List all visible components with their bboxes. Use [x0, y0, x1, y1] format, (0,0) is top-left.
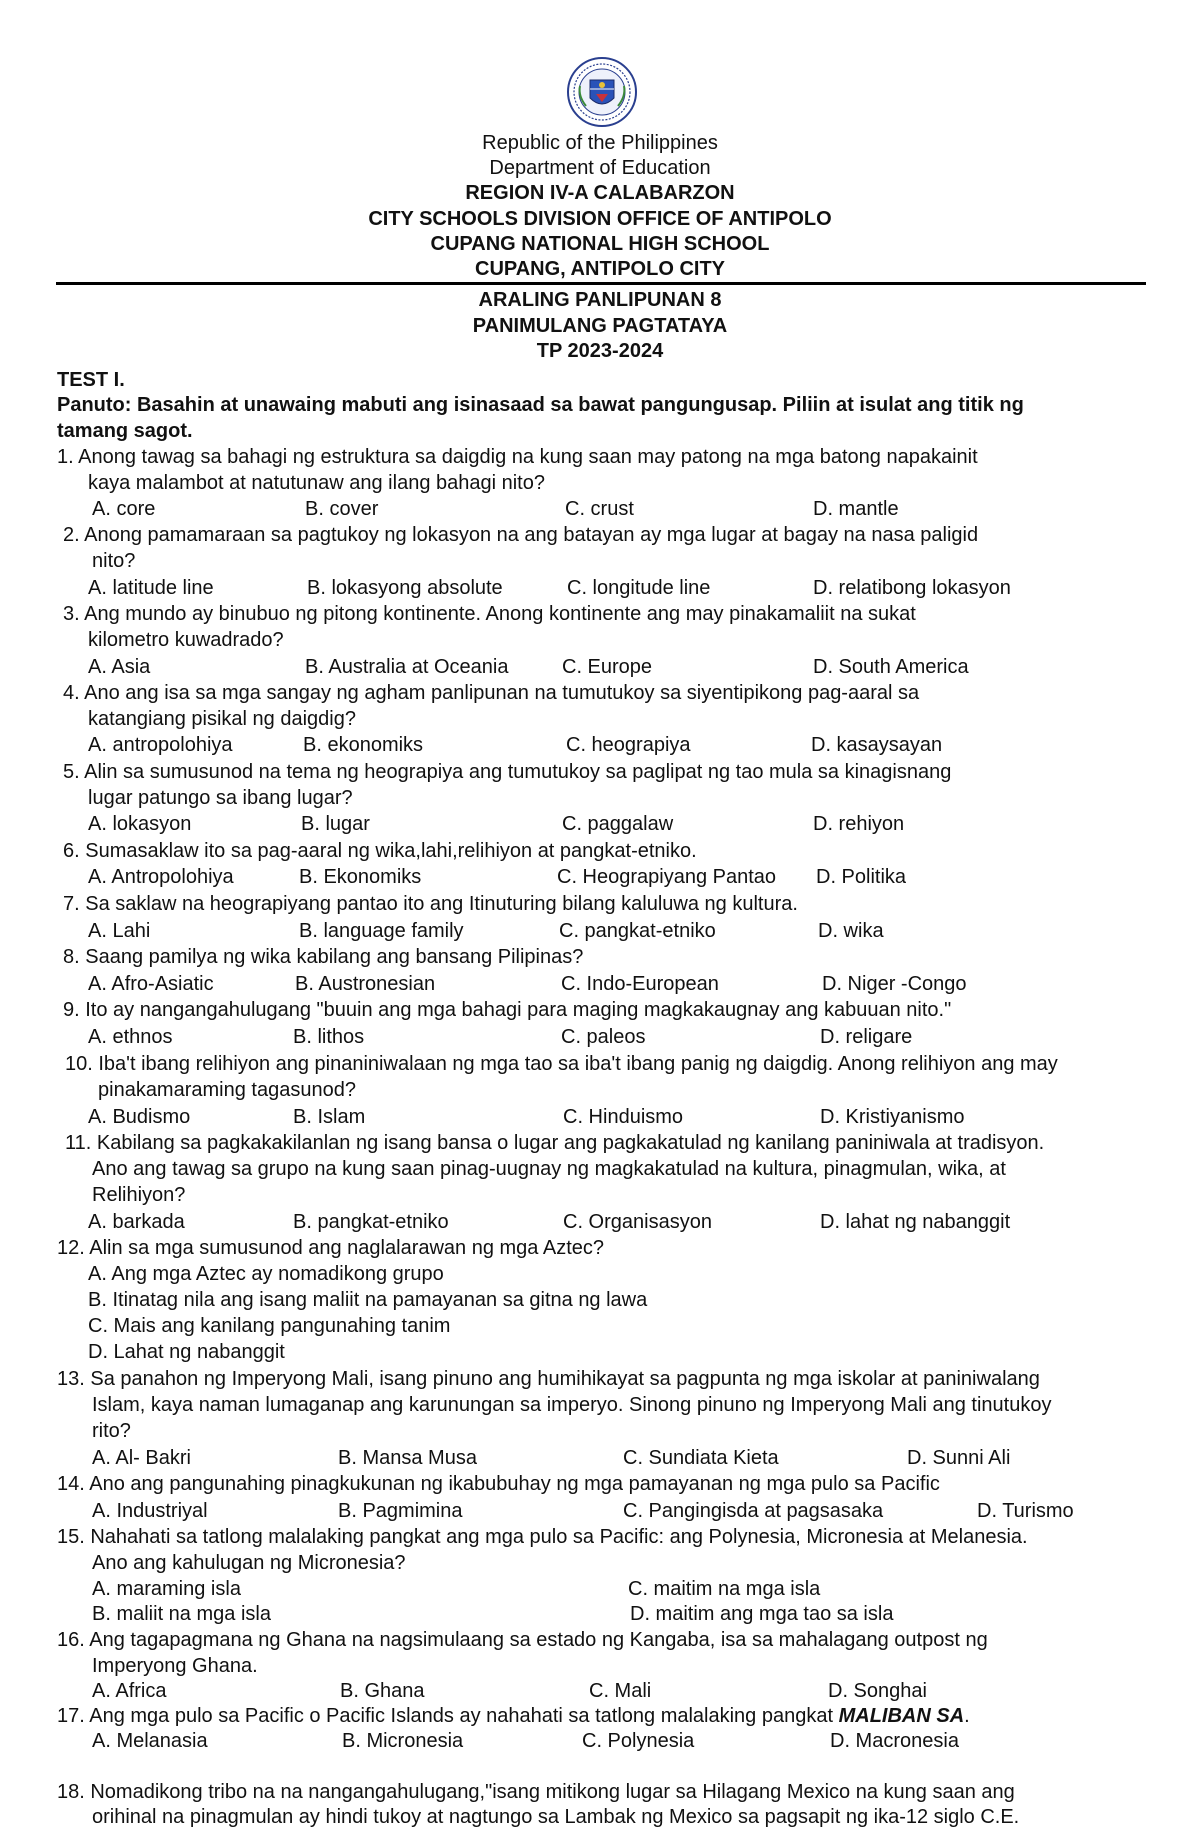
question-6-line-1: 6. Sumasaklaw ito sa pag-aaral ng wika,lahi,relihiyon at pangkat-etniko.: [63, 840, 697, 862]
question-14-line-1: 14. Ano ang pangunahing pinagkukunan ng ikabubuhay ng mga pamayanan ng mga pulo sa Pacific: [57, 1473, 940, 1495]
q8-choice-c: C. Indo-European: [561, 973, 719, 995]
question-2-line-1: 2. Anong pamamaraan sa pagtukoy ng lokasyon na ang batayan ay mga lugar at bagay na nasa paligid: [63, 524, 979, 546]
question-11-line-2: Ano ang tawag sa grupo na kung saan pinag-uugnay ng magkakatulad na kultura, pinagmulan, wika, at: [92, 1158, 1006, 1180]
q6-choice-c: C. Heograpiyang Pantao: [557, 866, 777, 888]
question-16-line-1: 16. Ang tagapagmana ng Ghana na nagsimulaang sa estado ng Kangaba, isa sa mahalagang outpost ng: [57, 1629, 988, 1651]
q15-choice-d: D. maitim ang mga tao sa isla: [630, 1603, 894, 1625]
q2-choice-b: B. lokasyong absolute: [307, 577, 503, 599]
q16-choice-c: C. Mali: [589, 1680, 652, 1702]
question-16-line-2: Imperyong Ghana.: [92, 1655, 258, 1677]
question-1-line-1: 1. Anong tawag sa bahagi ng estruktura sa daigdig na kung saan may patong na mga batong napakainit: [57, 446, 978, 468]
q13-choice-a: A. Al- Bakri: [92, 1447, 191, 1469]
q3-choice-a: A. Asia: [88, 656, 151, 678]
instructions-line-1: Panuto: Basahin at unawaing mabuti ang isinasaad sa bawat pangungusap. Piliin at isulat ang titik ng: [57, 394, 1024, 416]
question-18-line-1: 18. Nomadikong tribo na na nangangahulugang,"isang mitikong lugar sa Hilagang Mexico na kung saan ang: [57, 1781, 1015, 1803]
question-17-text: 17. Ang mga pulo sa Pacific o Pacific Islands ay nahahati sa tatlong malalaking pangkat: [57, 1705, 839, 1727]
q13-choice-d: D. Sunni Ali: [907, 1447, 1011, 1469]
question-15-line-1: 15. Nahahati sa tatlong malalaking pangkat ang mga pulo sa Pacific: ang Polynesia, Micronesia at Melanesia.: [57, 1526, 1028, 1548]
header-region: REGION IV-A CALABARZON: [465, 182, 735, 204]
q11-choice-a: A. barkada: [88, 1211, 185, 1233]
q11-choice-d: D. lahat ng nabanggit: [820, 1211, 1011, 1233]
question-13-line-1: 13. Sa panahon ng Imperyong Mali, isang pinuno ang humihikayat sa pagpunta ng mga iskolar at paniniwalang: [57, 1368, 1040, 1390]
q5-choice-b: B. lugar: [301, 813, 370, 835]
q9-choice-d: D. religare: [820, 1026, 913, 1048]
header-department: Department of Education: [489, 157, 711, 179]
q5-choice-d: D. rehiyon: [813, 813, 905, 835]
q10-choice-c: C. Hinduismo: [563, 1106, 684, 1128]
question-17-line-1: [57, 1704, 970, 1728]
q16-choice-b: B. Ghana: [340, 1680, 425, 1702]
q10-choice-a: A. Budismo: [88, 1106, 191, 1128]
q12-choice-c: C. Mais ang kanilang pangunahing tanim: [88, 1315, 451, 1337]
q1-choice-a: A. core: [92, 498, 156, 520]
question-10-line-2: pinakamaraming tagasunod?: [98, 1079, 356, 1101]
q10-choice-d: D. Kristiyanismo: [820, 1106, 965, 1128]
q7-choice-c: C. pangkat-etniko: [559, 920, 716, 942]
header-address: CUPANG, ANTIPOLO CITY: [475, 258, 725, 280]
question-17-end: .: [964, 1705, 970, 1727]
q9-choice-c: C. paleos: [561, 1026, 646, 1048]
q9-choice-a: A. ethnos: [88, 1026, 173, 1048]
q7-choice-a: A. Lahi: [88, 920, 151, 942]
q1-choice-d: D. mantle: [813, 498, 899, 520]
question-9-line-1: 9. Ito ay nangangahulugang "buuin ang mga bahagi para maging magkakaugnay ang kabuuan nito.": [63, 999, 952, 1021]
q6-choice-a: A. Antropolohiya: [88, 866, 234, 888]
question-2-line-2: nito?: [92, 550, 136, 572]
header-divider: [56, 282, 1146, 285]
header-year: TP 2023-2024: [536, 340, 664, 362]
question-12-line-1: 12. Alin sa mga sumusunod ang naglalarawan ng mga Aztec?: [57, 1237, 605, 1259]
question-17-emphasis: MALIBAN SA: [838, 1705, 965, 1727]
q13-choice-b: B. Mansa Musa: [338, 1447, 477, 1469]
q15-choice-a: A. maraming isla: [92, 1578, 241, 1600]
question-3-line-2: kilometro kuwadrado?: [88, 629, 284, 651]
q15-choice-c: C. maitim na mga isla: [628, 1578, 821, 1600]
q17-choice-d: D. Macronesia: [830, 1730, 959, 1752]
question-4-line-2: katangiang pisikal ng daigdig?: [88, 708, 356, 730]
q14-choice-d: D. Turismo: [977, 1500, 1074, 1522]
q5-choice-a: A. lokasyon: [88, 813, 192, 835]
q7-choice-d: D. wika: [818, 920, 884, 942]
question-4-line-1: 4. Ano ang isa sa mga sangay ng agham panlipunan na tumutukoy sa siyentipikong pag-aaral sa: [63, 682, 920, 704]
q17-choice-c: C. Polynesia: [582, 1730, 695, 1752]
q12-choice-d: D. Lahat ng nabanggit: [88, 1341, 285, 1363]
q6-choice-d: D. Politika: [816, 866, 907, 888]
question-15-line-2: Ano ang kahulugan ng Micronesia?: [92, 1552, 406, 1574]
q8-choice-d: D. Niger -Congo: [822, 973, 967, 995]
instructions-line-2: tamang sagot.: [57, 420, 193, 442]
q4-choice-c: C. heograpiya: [566, 734, 691, 756]
q15-choice-b: B. maliit na mga isla: [92, 1603, 271, 1625]
header-exam: PANIMULANG PAGTATAYA: [472, 315, 728, 337]
question-11-line-1: 11. Kabilang sa pagkakakilanlan ng isang bansa o lugar ang pagkakatulad ng kanilang paniniwala at tradisyon.: [65, 1132, 1045, 1154]
q11-choice-b: B. pangkat-etniko: [293, 1211, 449, 1233]
q3-choice-b: B. Australia at Oceania: [305, 656, 509, 678]
question-5-line-1: 5. Alin sa sumusunod na tema ng heograpiya ang tumutukoy sa paglipat ng tao mula sa kinagisnang: [63, 761, 952, 783]
q4-choice-a: A. antropolohiya: [88, 734, 233, 756]
test-title: TEST I.: [57, 369, 125, 391]
q9-choice-b: B. lithos: [293, 1026, 365, 1048]
question-7-line-1: 7. Sa saklaw na heograpiyang pantao ito ang Itinuturing bilang kaluluwa ng kultura.: [63, 893, 798, 915]
q14-choice-c: C. Pangingisda at pagsasaka: [623, 1500, 884, 1522]
question-3-line-1: 3. Ang mundo ay binubuo ng pitong kontinente. Anong kontinente ang may pinakamaliit na sukat: [63, 603, 916, 625]
q3-choice-d: D. South America: [813, 656, 969, 678]
q16-choice-a: A. Africa: [92, 1680, 167, 1702]
q17-choice-a: A. Melanasia: [92, 1730, 208, 1752]
q2-choice-d: D. relatibong lokasyon: [813, 577, 1011, 599]
q5-choice-c: C. paggalaw: [562, 813, 674, 835]
q1-choice-b: B. cover: [305, 498, 379, 520]
q2-choice-c: C. longitude line: [567, 577, 711, 599]
q1-choice-c: C. crust: [565, 498, 634, 520]
q17-choice-b: B. Micronesia: [342, 1730, 464, 1752]
q16-choice-d: D. Songhai: [828, 1680, 927, 1702]
q12-choice-b: B. Itinatag nila ang isang maliit na pamayanan sa gitna ng lawa: [88, 1289, 648, 1311]
header-division: CITY SCHOOLS DIVISION OFFICE OF ANTIPOLO: [368, 208, 832, 230]
header-subject: ARALING PANLIPUNAN 8: [478, 289, 722, 311]
header-republic: Republic of the Philippines: [482, 132, 718, 154]
question-13-line-3: rito?: [92, 1420, 131, 1442]
q12-choice-a: A. Ang mga Aztec ay nomadikong grupo: [88, 1263, 444, 1285]
q6-choice-b: B. Ekonomiks: [299, 866, 422, 888]
question-8-line-1: 8. Saang pamilya ng wika kabilang ang bansang Pilipinas?: [63, 946, 584, 968]
question-1-line-2: kaya malambot at natutunaw ang ilang bahagi nito?: [88, 472, 545, 494]
q11-choice-c: C. Organisasyon: [563, 1211, 712, 1233]
deped-seal-logo: [566, 56, 638, 128]
q4-choice-b: B. ekonomiks: [303, 734, 424, 756]
question-10-line-1: 10. Iba't ibang relihiyon ang pinaniniwalaan ng mga tao sa iba't ibang panig ng daigdig. Anong relihiyon ang may: [65, 1053, 1058, 1075]
question-5-line-2: lugar patungo sa ibang lugar?: [88, 787, 353, 809]
q14-choice-b: B. Pagmimina: [338, 1500, 463, 1522]
q8-choice-b: B. Austronesian: [295, 973, 436, 995]
q3-choice-c: C. Europe: [562, 656, 653, 678]
q13-choice-c: C. Sundiata Kieta: [623, 1447, 779, 1469]
q2-choice-a: A. latitude line: [88, 577, 214, 599]
question-18-line-2: orihinal na pinagmulan ay hindi tukoy at nagtungo sa Lambak ng Mexico sa pagsapit ng ika-12 siglo C.E.: [92, 1806, 1020, 1828]
question-13-line-2: Islam, kaya naman lumaganap ang karunungan sa imperyo. Sinong pinuno ng Imperyong Mali ang tinutukoy: [92, 1394, 1052, 1416]
q7-choice-b: B. language family: [299, 920, 464, 942]
header-school: CUPANG NATIONAL HIGH SCHOOL: [430, 233, 770, 255]
q8-choice-a: A. Afro-Asiatic: [88, 973, 214, 995]
q14-choice-a: A. Industriyal: [92, 1500, 208, 1522]
q4-choice-d: D. kasaysayan: [811, 734, 943, 756]
q10-choice-b: B. Islam: [293, 1106, 366, 1128]
question-11-line-3: Relihiyon?: [92, 1184, 186, 1206]
